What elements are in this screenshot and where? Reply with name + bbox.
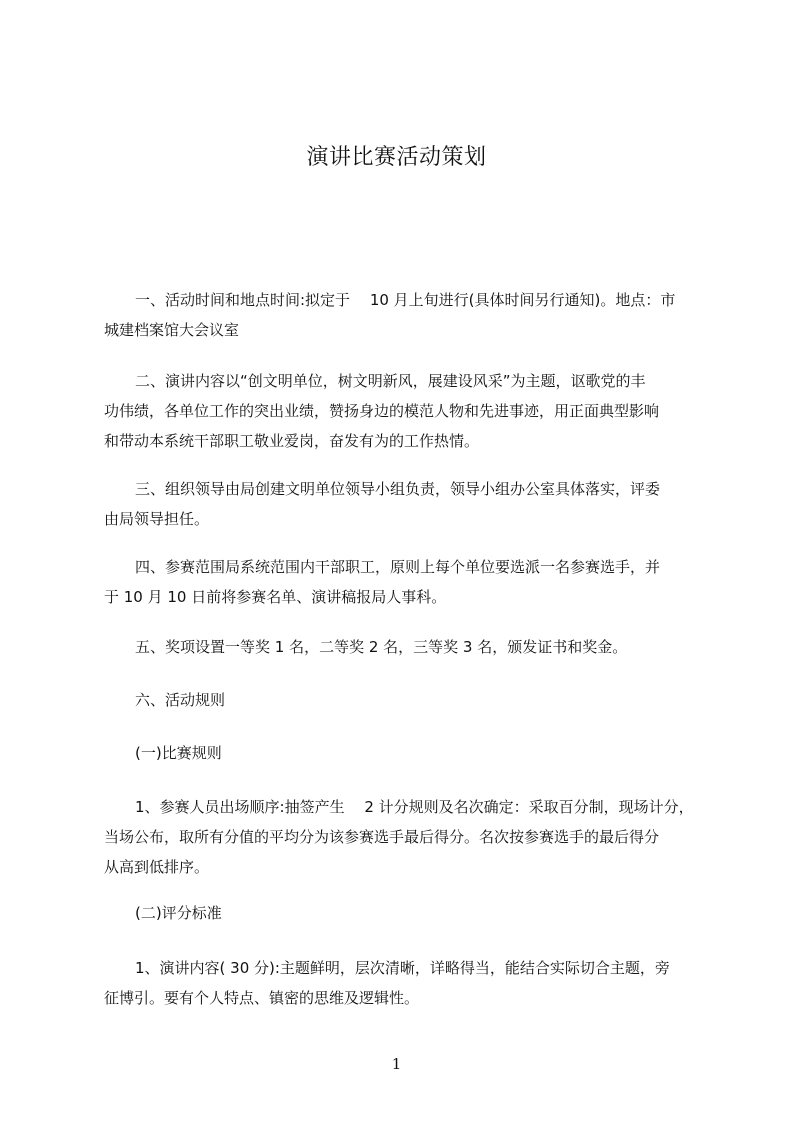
paragraph-line: 1、参赛人员出场顺序:抽签产生 2 计分规则及名次确定：采取百分制，现场计分， <box>135 798 694 816</box>
paragraph-line: 一、活动时间和地点时间:拟定于 10 月上旬进行(具体时间另行通知)。地点：市 <box>135 291 676 309</box>
paragraph-line: (一)比赛规则 <box>135 744 222 762</box>
paragraph-line: 六、活动规则 <box>135 691 226 709</box>
paragraph-line: 五、奖项设置一等奖 1 名，二等奖 2 名，三等奖 3 名，颁发证书和奖金。 <box>135 638 628 656</box>
paragraph-line: 二、演讲内容以“创文明单位，树文明新风，展建设风采”为主题，讴歌党的丰 <box>135 372 646 390</box>
heading-competition-rules <box>104 738 714 768</box>
paragraph-line: 由局领导担任。 <box>104 510 210 528</box>
paragraph-line: 当场公布，取所有分值的平均分为该参赛选手最后得分。名次按参赛选手的最后得分 <box>104 828 660 846</box>
heading-activity-rules <box>104 685 714 715</box>
paragraph-line: (二)评分标准 <box>135 904 222 922</box>
paragraph-line: 城建档案馆大会议室 <box>104 321 240 339</box>
document-title: 演讲比赛活动策划 <box>306 145 487 170</box>
paragraph-participants <box>104 552 714 612</box>
paragraph-line: 四、参赛范围局系统范围内干部职工，原则上每个单位要选派一名参赛选手，并 <box>135 558 661 576</box>
paragraph-time-location <box>104 285 714 345</box>
paragraph-line: 三、组织领导由局创建文明单位领导小组负责，领导小组办公室具体落实，评委 <box>135 480 661 498</box>
paragraph-order-scoring <box>104 792 714 882</box>
paragraph-speech-content <box>104 953 714 1013</box>
paragraph-line: 征博引。要有个人特点、镇密的思维及逻辑性。 <box>104 989 420 1007</box>
paragraph-line: 于 10 月 10 日前将参赛名单、演讲稿报局人事科。 <box>104 588 447 606</box>
heading-scoring-criteria <box>104 898 714 928</box>
paragraph-content <box>104 366 714 456</box>
paragraph-line: 和带动本系统干部职工敬业爱岗，奋发有为的工作热情。 <box>104 432 480 450</box>
paragraph-line: 从高到低排序。 <box>104 858 210 876</box>
page-number: 1 <box>391 1055 402 1073</box>
paragraph-awards <box>104 632 714 662</box>
paragraph-organization <box>104 474 714 534</box>
paragraph-line: 1、演讲内容( 30 分):主题鲜明，层次清晰，详略得当，能结合实际切合主题，旁 <box>135 959 670 977</box>
paragraph-line: 功伟绩，各单位工作的突出业绩，赞扬身边的模范人物和先进事迹，用正面典型影响 <box>104 402 660 420</box>
